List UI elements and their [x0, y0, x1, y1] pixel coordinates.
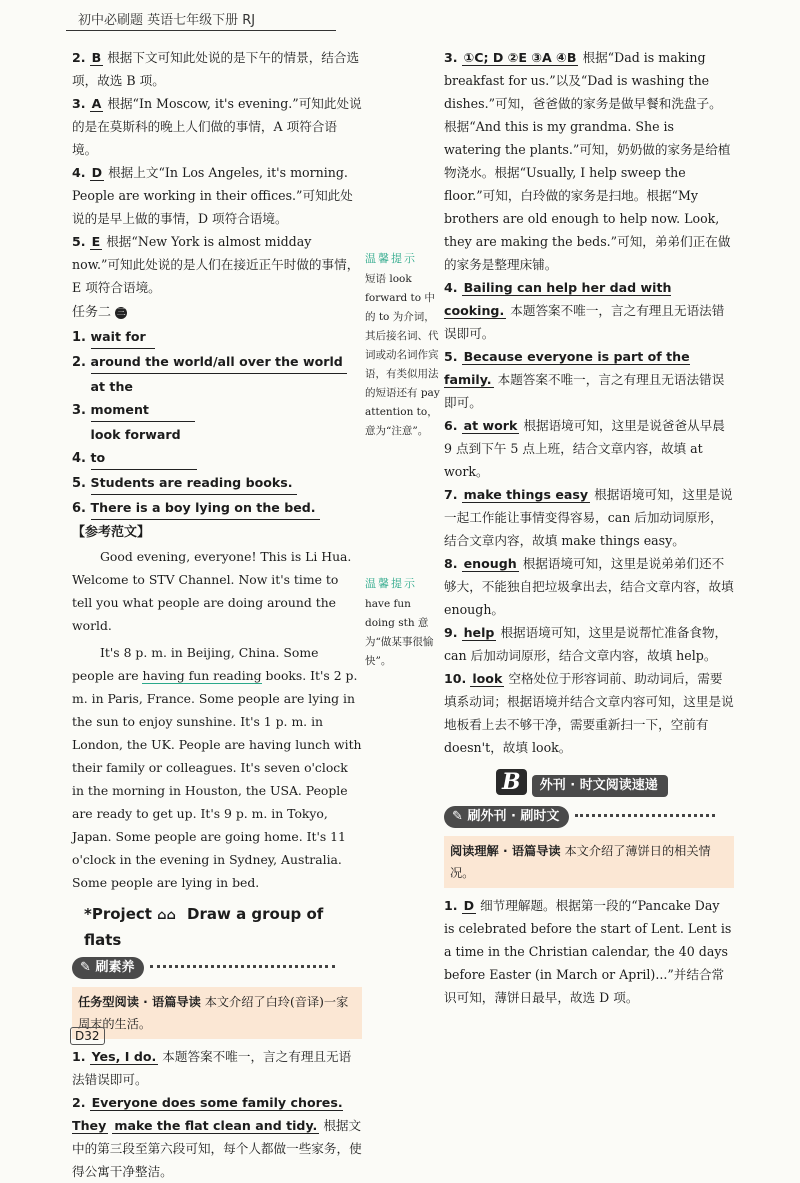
band-text: 本文介绍了薄饼日的相关情况。: [450, 844, 711, 880]
answer-key: look: [472, 671, 503, 686]
task2-answer: [72, 325, 362, 350]
answer-key: ①C; D ②E ③A ④B: [463, 50, 577, 65]
answer-key: Everyone does some family chores. They: [72, 1095, 343, 1133]
answer-key: help: [463, 625, 495, 640]
task2-answer: [72, 496, 362, 521]
explanation: 根据语境可知，这里是说弟弟们还不够大，不能独自把垃圾拿出去，结合文章内容，故填 enough。: [444, 556, 734, 617]
brush-suyang-bar: [72, 957, 144, 979]
brush-bar-row: [444, 805, 734, 828]
band-label: 阅读理解 · 语篇导读: [450, 844, 561, 858]
answer-key: at the moment: [91, 375, 195, 422]
answer-key: make the flat clean and tidy.: [114, 1118, 318, 1133]
flats-icon: ⌂⌂: [157, 908, 176, 923]
item-number: 4.: [72, 451, 86, 466]
essay-paragraph: Good evening, everyone! This is Li Hua. Welcome to STV Channel. Now it's time to tell you what people are doing around the world.: [72, 549, 352, 633]
answer-item: [72, 161, 362, 230]
answer-key: around the world/all over the world: [91, 350, 347, 374]
section-letter: B: [496, 769, 527, 795]
item-number: 3.: [444, 50, 458, 65]
answer-key: E: [91, 234, 101, 249]
answer-key: look forward to: [91, 423, 197, 470]
project-heading: [72, 902, 362, 952]
page-number: D32: [70, 1027, 105, 1045]
essay-text: books. It's 2 p. m. in Paris, France. Some people are lying in the sun to enjoy sunshine. It's 1 p. m. in London, the UK. People are having lunch with their family or colleagues. It's seven o'clock in the morning in Houston, the USA. People are ready to get up. It's 9 p. m. in Tokyo, Japan. Some people are going home. It's 11 o'clock in the evening in Sydney, Australia. Some people are lying in bed.: [72, 668, 362, 890]
task2-heading: [72, 301, 362, 325]
bar-label: 刷素养: [95, 960, 135, 975]
answer-key: B: [91, 50, 102, 65]
item-number: 5.: [72, 476, 86, 491]
item-number: 3.: [72, 403, 86, 418]
answer-item: [72, 1091, 362, 1183]
item-number: 4.: [72, 165, 86, 180]
item-number: 1.: [72, 330, 86, 345]
answer-key: D: [91, 165, 103, 180]
brush-bar-row: [72, 956, 362, 979]
explanation: 根据“Dad is making breakfast for us.”以及“Dad is washing the dishes.”可知，爸爸做的家务是做早餐和洗盘子。根据“And this is my grandma. She is watering the plants.”可知，奶奶做的家务是给植物浇水。根据“Usually, I help sweep the floor.”可知，白玲做的家务是扫地。根据“My brothers are old enough to help now. Look, they are making the beds.”可知，弟弟们正在做的家务是整理床铺。: [444, 50, 731, 272]
answer-item: [444, 667, 734, 759]
explanation: 本题答案不唯一，言之有理且无语法错误即可。: [444, 303, 725, 341]
explanation: 细节理解题。根据第一段的“Pancake Day is celebrated before the start of Lent. Lent is a time in the Christian calendar, the 40 days before Easter (in March or April)...”并结合常识可知，薄饼日最早，故选 D 项。: [444, 898, 732, 1005]
item-number: 8.: [444, 556, 458, 571]
guide-band: [444, 836, 734, 888]
answer-item: [444, 621, 734, 667]
answer-item: [72, 1045, 362, 1091]
item-number: 3.: [72, 96, 86, 111]
section-b-heading: [444, 769, 734, 797]
task2-answer: [72, 471, 362, 496]
band-label: 任务型阅读 · 语篇导读: [78, 995, 201, 1009]
task2-answer: [72, 423, 362, 471]
answer-item: [444, 46, 734, 276]
dotted-rule: [575, 814, 715, 817]
margin-tips: [365, 250, 441, 671]
explanation: 本题答案不唯一，言之有理且无语法错误即可。: [444, 372, 725, 410]
item-number: 1.: [72, 1049, 86, 1064]
explanation: 本题答案不唯一，言之有理且无语法错误即可。: [72, 1049, 352, 1087]
bar-label: 刷外刊 · 刷时文: [467, 809, 560, 824]
explanation: 根据文中的第三段至第六段可知，每个人都做一些家务，使得公寓干净整洁。: [72, 1118, 362, 1179]
explanation: 根据语境可知，这里是说一起工作能让事情变得容易，can 后加动词原形，结合文章内容，故填 make things easy。: [444, 487, 733, 548]
header-title: 初中必刷题 英语七年级下册 RJ: [78, 13, 256, 28]
explanation: 根据上文“In Los Angeles, it's morning. People are working in their offices.”可知此处说的是早上做的事情，D 项符合语境。: [72, 165, 353, 226]
explanation: 根据下文可知此处说的是下午的情景，结合选项，故选 B 项。: [72, 50, 360, 88]
explanation: 根据语境可知，这里是说帮忙准备食物，can 后加动词原形，结合文章内容，故填 help。: [444, 625, 728, 663]
answer-key: Bailing can help her dad with cooking.: [444, 280, 672, 318]
tip-heading: 温馨提示: [365, 577, 417, 590]
model-essay-label: 【参考范文】: [72, 525, 151, 540]
answer-key: Students are reading books.: [91, 471, 297, 495]
answer-item: [72, 46, 362, 92]
answer-key: at work: [463, 418, 518, 433]
left-column: [72, 46, 362, 1183]
item-number: 2.: [72, 1095, 86, 1110]
project-word: Project: [91, 905, 152, 923]
answer-key: D: [463, 898, 475, 913]
item-number: 2.: [72, 50, 86, 65]
section-title: 外刊 · 时文阅读速递: [532, 775, 668, 797]
item-number: 1.: [444, 898, 458, 913]
right-column: [444, 46, 734, 1009]
explanation: 根据“In Moscow, it's evening.”可知此处说的是在莫斯科的晚上人们做的事情，A 项符合语境。: [72, 96, 362, 157]
dotted-rule: [150, 965, 335, 968]
answer-item: [444, 276, 734, 345]
task2-answer: [72, 375, 362, 423]
task2-label: 任务二: [72, 305, 112, 320]
item-number: 10.: [444, 671, 467, 686]
pen-icon: ✎: [80, 960, 91, 975]
answer-key: There is a boy lying on the bed.: [91, 496, 320, 520]
answer-key: A: [91, 96, 102, 111]
item-number: 7.: [444, 487, 458, 502]
explanation: 根据语境可知，这里是说爸爸从早晨 9 点到下午 5 点上班，结合文章内容，故填 at work。: [444, 418, 725, 479]
answer-item: [444, 894, 734, 1009]
task2-answer: [72, 350, 362, 375]
brush-waikan-bar: [444, 806, 569, 828]
tip-heading: 温馨提示: [365, 252, 417, 265]
band-text: 本文介绍了白玲(音译)一家周末的生活。: [78, 995, 349, 1031]
answer-item: [72, 92, 362, 161]
answer-key: make things easy: [463, 487, 589, 502]
essay-paragraph: [72, 641, 362, 894]
item-number: 6.: [72, 501, 86, 516]
item-number: 4.: [444, 280, 458, 295]
guide-band: [72, 987, 362, 1039]
item-number: 5.: [72, 234, 86, 249]
essay-underlined: having fun reading: [142, 668, 262, 683]
answer-key: Yes, I do.: [91, 1049, 157, 1064]
answer-key: wait for: [91, 325, 155, 349]
essay-text: It's 8 p. m. in Beijing, China. Some people are: [72, 645, 319, 683]
answer-key: enough: [463, 556, 517, 571]
header-rule: [66, 30, 336, 31]
task2-badge: 三: [116, 307, 126, 318]
item-number: 9.: [444, 625, 458, 640]
answer-item: [444, 483, 734, 552]
item-number: 6.: [444, 418, 458, 433]
project-title: Draw a group of flats: [84, 905, 324, 949]
project-star: *: [84, 905, 92, 923]
explanation: 空格处位于形容词前、助动词后，需要填系动词；根据语境并结合文章内容可知，这里是说地板看上去不够干净，需要重新扫一下，空前有 doesn't，故填 look。: [444, 671, 734, 755]
answer-key: Because everyone is part of the family.: [444, 349, 690, 387]
item-number: 2.: [72, 355, 86, 370]
answer-item: [444, 345, 734, 414]
explanation: 根据“New York is almost midday now.”可知此处说的是人们在接近正午时做的事情，E 项符合语境。: [72, 234, 360, 295]
pen-icon: ✎: [452, 809, 463, 824]
answer-item: [444, 414, 734, 483]
page-header: [0, 0, 800, 38]
answer-item: [72, 230, 362, 299]
tip-text: 短语 look forward to 中的 to 为介词，其后接名词、代词或动名词作宾语，有类似用法的短语还有 pay attention to，意为“注意”。: [365, 273, 440, 437]
item-number: 5.: [444, 349, 458, 364]
answer-item: [444, 552, 734, 621]
tip-text: have fun doing sth 意为“做某事很愉快”。: [365, 598, 434, 667]
